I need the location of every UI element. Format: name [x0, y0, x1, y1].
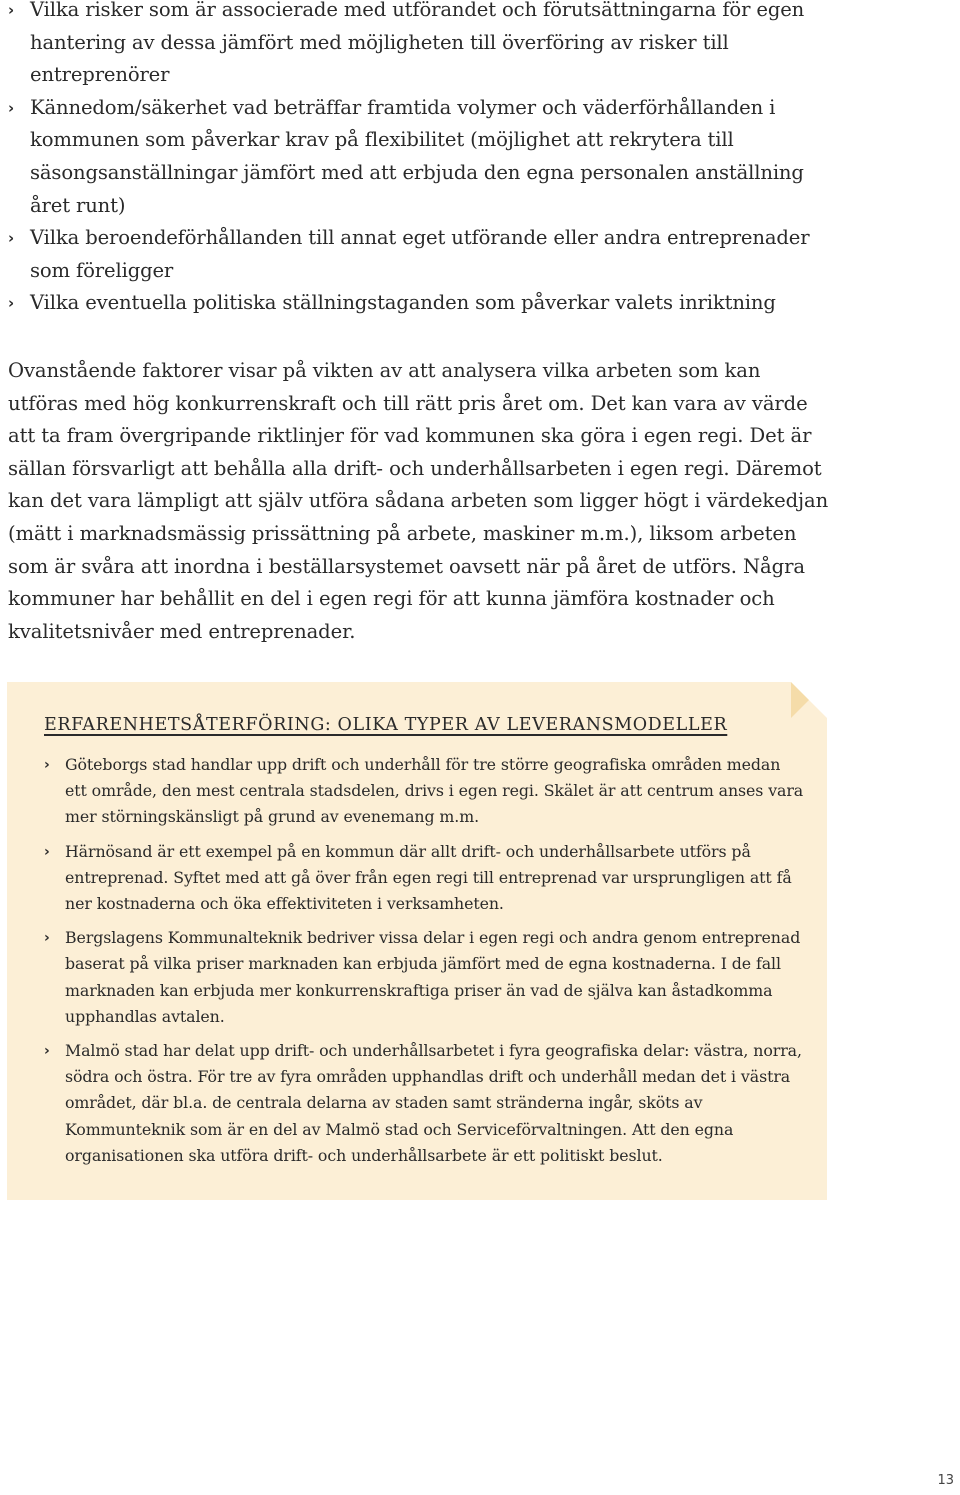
- list-item-text: Vilka risker som är associerade med utförandet och förutsättningarna för egen hantering av dessa jämfört med möjligheten till överföring av risker till entreprenörer: [30, 0, 805, 87]
- folded-corner: [791, 682, 827, 718]
- bullet-chevron-icon: ›: [44, 843, 50, 860]
- bullet-chevron-icon: ›: [44, 1043, 50, 1060]
- bullet-chevron-icon: ›: [44, 930, 50, 947]
- list-item: [44, 925, 804, 1030]
- box-list: [44, 752, 804, 1177]
- page-number: 13: [937, 1473, 954, 1488]
- bullet-chevron-icon: ›: [8, 98, 15, 117]
- bullet-chevron-icon: ›: [8, 1, 15, 19]
- list-item-text: Vilka eventuella politiska ställningstaganden som påverkar valets inriktning: [30, 291, 776, 315]
- list-item: [8, 287, 838, 320]
- bullet-chevron-icon: ›: [8, 294, 15, 313]
- list-item: [8, 222, 838, 287]
- list-item-text: Kännedom/säkerhet vad beträffar framtida volymer och väderförhållanden i kommunen som påverkar krav på flexibilitet (möjlighet att rekrytera till säsongsanställningar jämfört med att erbjuda den egna personalen anställning året runt): [30, 95, 804, 217]
- bullet-chevron-icon: ›: [8, 229, 15, 248]
- list-item-text: Malmö stad har delat upp drift- och underhållsarbetet i fyra geografiska delar: västra, norra, södra och östra. För tre av fyra områden upphandlas drift och underhåll medan det i västra området, där bl.a. de centrala delarna av staden samt stränderna ingår, sköts av Kommunteknik som är en del av Malmö stad och Serviceförvaltningen. Att den egna organisationen ska utföra drift- och underhållsarbete är ett politiskt beslut.: [65, 1041, 802, 1165]
- list-item: [8, 92, 838, 222]
- bullet-chevron-icon: ›: [44, 757, 50, 773]
- list-item-text: Härnösand är ett exempel på en kommun där allt drift- och underhållsarbete utförs på entreprenad. Syftet med att gå över från egen regi till entreprenad var ursprungligen att få ner kostnaderna och öka effektiviteten i verksamheten.: [65, 841, 792, 914]
- list-item-text: Vilka beroendeförhållanden till annat eget utförande eller andra entreprenader som föreligger: [30, 226, 810, 282]
- list-item-text: Bergslagens Kommunalteknik bedriver vissa delar i egen regi och andra genom entreprenad baserat på vilka priser marknaden kan erbjuda jämfört med de egna kostnaderna. I de fall marknaden kan erbjuda mer konkurrenskraftiga priser än vad de själva kan åstadkomma upphandlas avtalen.: [65, 928, 801, 1026]
- list-item: [44, 1038, 804, 1169]
- list-item: [44, 752, 804, 831]
- factor-list: [8, 0, 838, 320]
- list-item: [44, 839, 804, 918]
- box-title: ERFARENHETSÅTERFÖRING: OLIKA TYPER AV LEVERANSMODELLER: [44, 715, 728, 735]
- list-item: [8, 0, 838, 92]
- body-paragraph: Ovanstående faktorer visar på vikten av att analysera vilka arbeten som kan utföras med hög konkurrenskraft och till rätt pris året om. Det kan vara av värde att ta fram övergripande riktlinjer för vad kommunen ska göra i egen regi. Det är sällan försvarligt att behålla alla drift- och underhållsarbeten i egen regi. Däremot kan det vara lämpligt att själv utföra sådana arbeten som ligger högt i värdekedjan (mätt i marknadsmässig prissättning på arbete, maskiner m.m.), liksom arbeten som är svåra att inordna i beställarsystemet oavsett när på året de utförs. Några kommuner har behållit en del i egen regi för att kunna jämföra kostnader och kvalitetsnivåer med entreprenader.: [8, 359, 829, 643]
- experience-box: [7, 682, 827, 1200]
- list-item-text: Göteborgs stad handlar upp drift och underhåll för tre större geografiska områden medan ett område, den mest centrala stadsdelen, drivs i egen regi. Skälet är att centrum anses vara mer störningskänsligt på grund av evenemang m.m.: [65, 755, 804, 827]
